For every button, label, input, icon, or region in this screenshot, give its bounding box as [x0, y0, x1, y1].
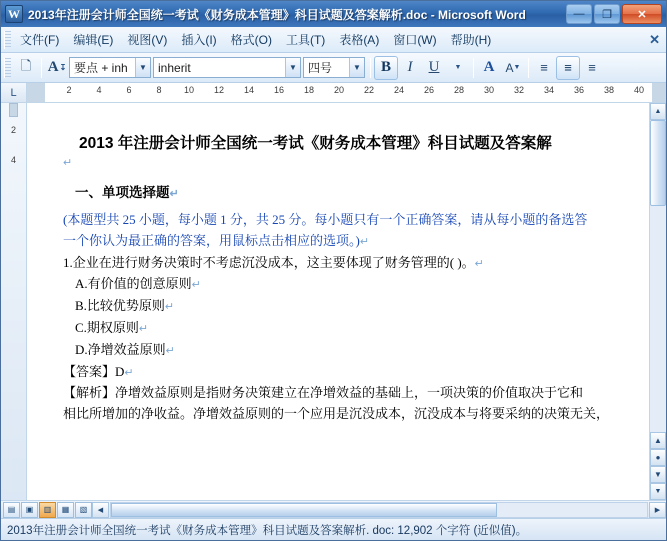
chevron-down-icon[interactable]: ▼	[135, 58, 150, 77]
font-color-icon[interactable]: A	[483, 59, 495, 75]
view-mode-buttons	[1, 502, 92, 518]
window-controls	[566, 4, 664, 24]
font-combo-value: inherit	[158, 60, 191, 75]
option-d: D.净增效益原则↵	[75, 341, 175, 357]
answer-line: 【答案】D↵	[63, 363, 134, 379]
menu-item-file[interactable]: 文件(F)	[20, 33, 60, 47]
ruler-tick: 24	[393, 85, 405, 95]
menu-item-tools[interactable]: 工具(T)	[285, 33, 326, 47]
view-normal-button[interactable]: ▤	[3, 502, 20, 518]
vertical-ruler-tick: 2	[10, 125, 17, 135]
menu-item-window[interactable]: 窗口(W)	[393, 33, 437, 47]
option-b: B.比较优势原则↵	[75, 298, 175, 314]
window-title: 2013年注册会计师全国统一考试《财务成本管理》科目试题及答案解析.doc - Microsoft Word	[28, 7, 526, 22]
ruler-tick: 8	[156, 85, 162, 95]
ruler-tick: 20	[333, 85, 345, 95]
paragraph-mark: ↵	[164, 301, 175, 314]
ruler-tick: 18	[303, 85, 315, 95]
view-web-layout-button[interactable]: ▣	[21, 502, 38, 518]
ruler-tick: 4	[96, 85, 102, 95]
chevron-down-icon[interactable]: ▼	[454, 64, 462, 71]
analysis-line-1: 【解析】净增效益原则是指财务决策建立在净增效益的基础上，一项决策的价值取决于它和	[63, 385, 584, 401]
horizontal-ruler-row	[1, 83, 666, 103]
menu-bar	[1, 27, 666, 53]
vertical-ruler-tick: 4	[10, 155, 17, 165]
toolbar-separator	[473, 58, 474, 78]
toolbar-separator	[370, 58, 371, 78]
scroll-down-icon[interactable]: ▼	[650, 483, 666, 500]
ruler-tick: 26	[423, 85, 435, 95]
vertical-scrollbar[interactable]	[649, 103, 666, 500]
vertical-scroll-thumb[interactable]	[650, 120, 666, 206]
ruler-tick: 10	[183, 85, 195, 95]
view-outline-button[interactable]: ▦	[57, 502, 74, 518]
paragraph-mark: ↵	[165, 344, 175, 357]
vertical-ruler[interactable]	[1, 103, 27, 500]
paragraph-mark: ↵	[191, 279, 201, 292]
styles-format-icon[interactable]: A ↧	[47, 59, 67, 75]
highlight-color-icon[interactable]: A ▼	[505, 60, 521, 75]
minimize-button[interactable]: —	[566, 4, 592, 24]
style-combo[interactable]	[69, 57, 151, 78]
scroll-left-icon[interactable]: ◀	[92, 502, 109, 518]
scroll-right-icon[interactable]: ▶	[649, 502, 666, 518]
close-button[interactable]: ✕	[622, 4, 662, 24]
toolbar-separator	[528, 58, 529, 78]
paragraph-mark: ↵	[138, 322, 149, 335]
document-page[interactable]	[27, 103, 649, 500]
bold-button[interactable]: B	[374, 56, 398, 80]
vertical-scroll-track[interactable]	[650, 120, 666, 432]
underline-button[interactable]: U	[428, 59, 440, 75]
ruler-tick: 28	[453, 85, 465, 95]
menu-item-insert[interactable]: 插入(I)	[181, 33, 217, 47]
ruler-tick: 30	[483, 85, 495, 95]
style-combo-value: 要点 + inh	[74, 61, 128, 75]
menu-item-table[interactable]: 表格(A)	[339, 33, 380, 47]
select-browse-object-icon[interactable]: ●	[650, 449, 666, 466]
menu-item-format[interactable]: 格式(O)	[230, 33, 272, 47]
ruler-tick: 6	[126, 85, 132, 95]
title-bar	[1, 1, 666, 27]
ruler-tick: 12	[213, 85, 225, 95]
vertical-margin-band	[9, 103, 18, 117]
menu-item-help[interactable]: 帮助(H)	[450, 33, 492, 47]
paragraph-mark: ↵	[124, 366, 134, 379]
ruler-tick: 38	[603, 85, 615, 95]
scroll-up-icon[interactable]: ▲	[650, 103, 666, 120]
horizontal-ruler[interactable]	[27, 83, 666, 102]
paragraph-mark: ↵	[169, 188, 179, 200]
horizontal-scroll-bar	[1, 500, 666, 518]
menu-grip-handle[interactable]	[4, 31, 11, 49]
view-reading-button[interactable]: ▧	[75, 502, 92, 518]
horizontal-scroll-track[interactable]	[110, 502, 648, 518]
horizontal-scroll-thumb[interactable]	[111, 503, 497, 517]
empty-paragraph	[63, 153, 643, 173]
ruler-tick: 40	[633, 85, 645, 95]
tab-stop-selector[interactable]: L	[1, 83, 27, 102]
view-print-layout-button[interactable]: ▥	[39, 502, 56, 518]
align-center-icon[interactable]: ≡	[556, 56, 580, 80]
instructions-line-1: (本题型共 25 小题，每小题 1 分，共 25 分。每小题只有一个正确答案，请从每小题的备选答	[63, 211, 588, 227]
document-title-line: 2013 年注册会计师全国统一考试《财务成本管理》科目试题及答案解	[79, 135, 552, 152]
page-up-icon[interactable]: ▲	[650, 432, 666, 449]
menu-item-view[interactable]: 视图(V)	[127, 33, 168, 47]
analysis-line-2: 相比所增加的净收益。净增效益原则的一个应用是沉没成本，沉没成本与将要采纳的决策无关，	[63, 406, 610, 422]
toolbar-grip-handle[interactable]	[4, 58, 11, 78]
italic-button[interactable]: I	[407, 59, 413, 75]
ruler-tick: 32	[513, 85, 525, 95]
instructions-line-2: 一个你认为最正确的答案，用鼠标点击相应的选项。)↵	[63, 232, 370, 248]
document-canvas[interactable]	[27, 103, 649, 500]
paragraph-mark: ↵	[63, 157, 73, 169]
option-a: A.有价值的创意原则↵	[75, 276, 201, 292]
font-combo[interactable]	[153, 57, 301, 78]
close-document-button[interactable]: ✕	[649, 31, 660, 47]
ruler-tick: 16	[273, 85, 285, 95]
option-c: C.期权原则↵	[75, 319, 149, 335]
align-right-icon[interactable]: ≡	[588, 60, 596, 75]
ruler-tick: 14	[243, 85, 255, 95]
ruler-tick: 36	[573, 85, 585, 95]
ruler-tick: 22	[363, 85, 375, 95]
font-size-combo[interactable]	[303, 57, 365, 78]
page-down-icon[interactable]: ▼	[650, 466, 666, 483]
ruler-tick: 2	[66, 85, 72, 95]
ruler-tick: 34	[543, 85, 555, 95]
chevron-down-icon[interactable]: ▼	[349, 58, 364, 77]
section-heading: 一、单项选择题↵	[75, 185, 179, 200]
new-document-icon[interactable]: 🗋	[20, 57, 32, 73]
menu-item-edit[interactable]: 编辑(E)	[73, 33, 114, 47]
paragraph-mark: ↵	[359, 235, 370, 248]
maximize-button[interactable]: ❐	[594, 4, 620, 24]
word-app-icon: W	[5, 5, 23, 23]
question-1: 1.企业在进行财务决策时不考虑沉没成本，这主要体现了财务管理的( )。↵	[63, 254, 484, 270]
formatting-toolbar	[1, 53, 666, 83]
toolbar-separator	[41, 58, 42, 78]
ruler-ticks	[27, 85, 666, 101]
align-left-icon[interactable]: ≡	[540, 60, 548, 75]
document-body-area	[1, 103, 666, 500]
font-size-value: 四号	[308, 61, 333, 75]
status-bar: 2013年注册会计师全国统一考试《财务成本管理》科目试题及答案解析. doc: 12,902 个字符 (近似值)。	[1, 518, 666, 540]
chevron-down-icon[interactable]: ▼	[285, 58, 300, 77]
paragraph-mark: ↵	[474, 257, 484, 270]
